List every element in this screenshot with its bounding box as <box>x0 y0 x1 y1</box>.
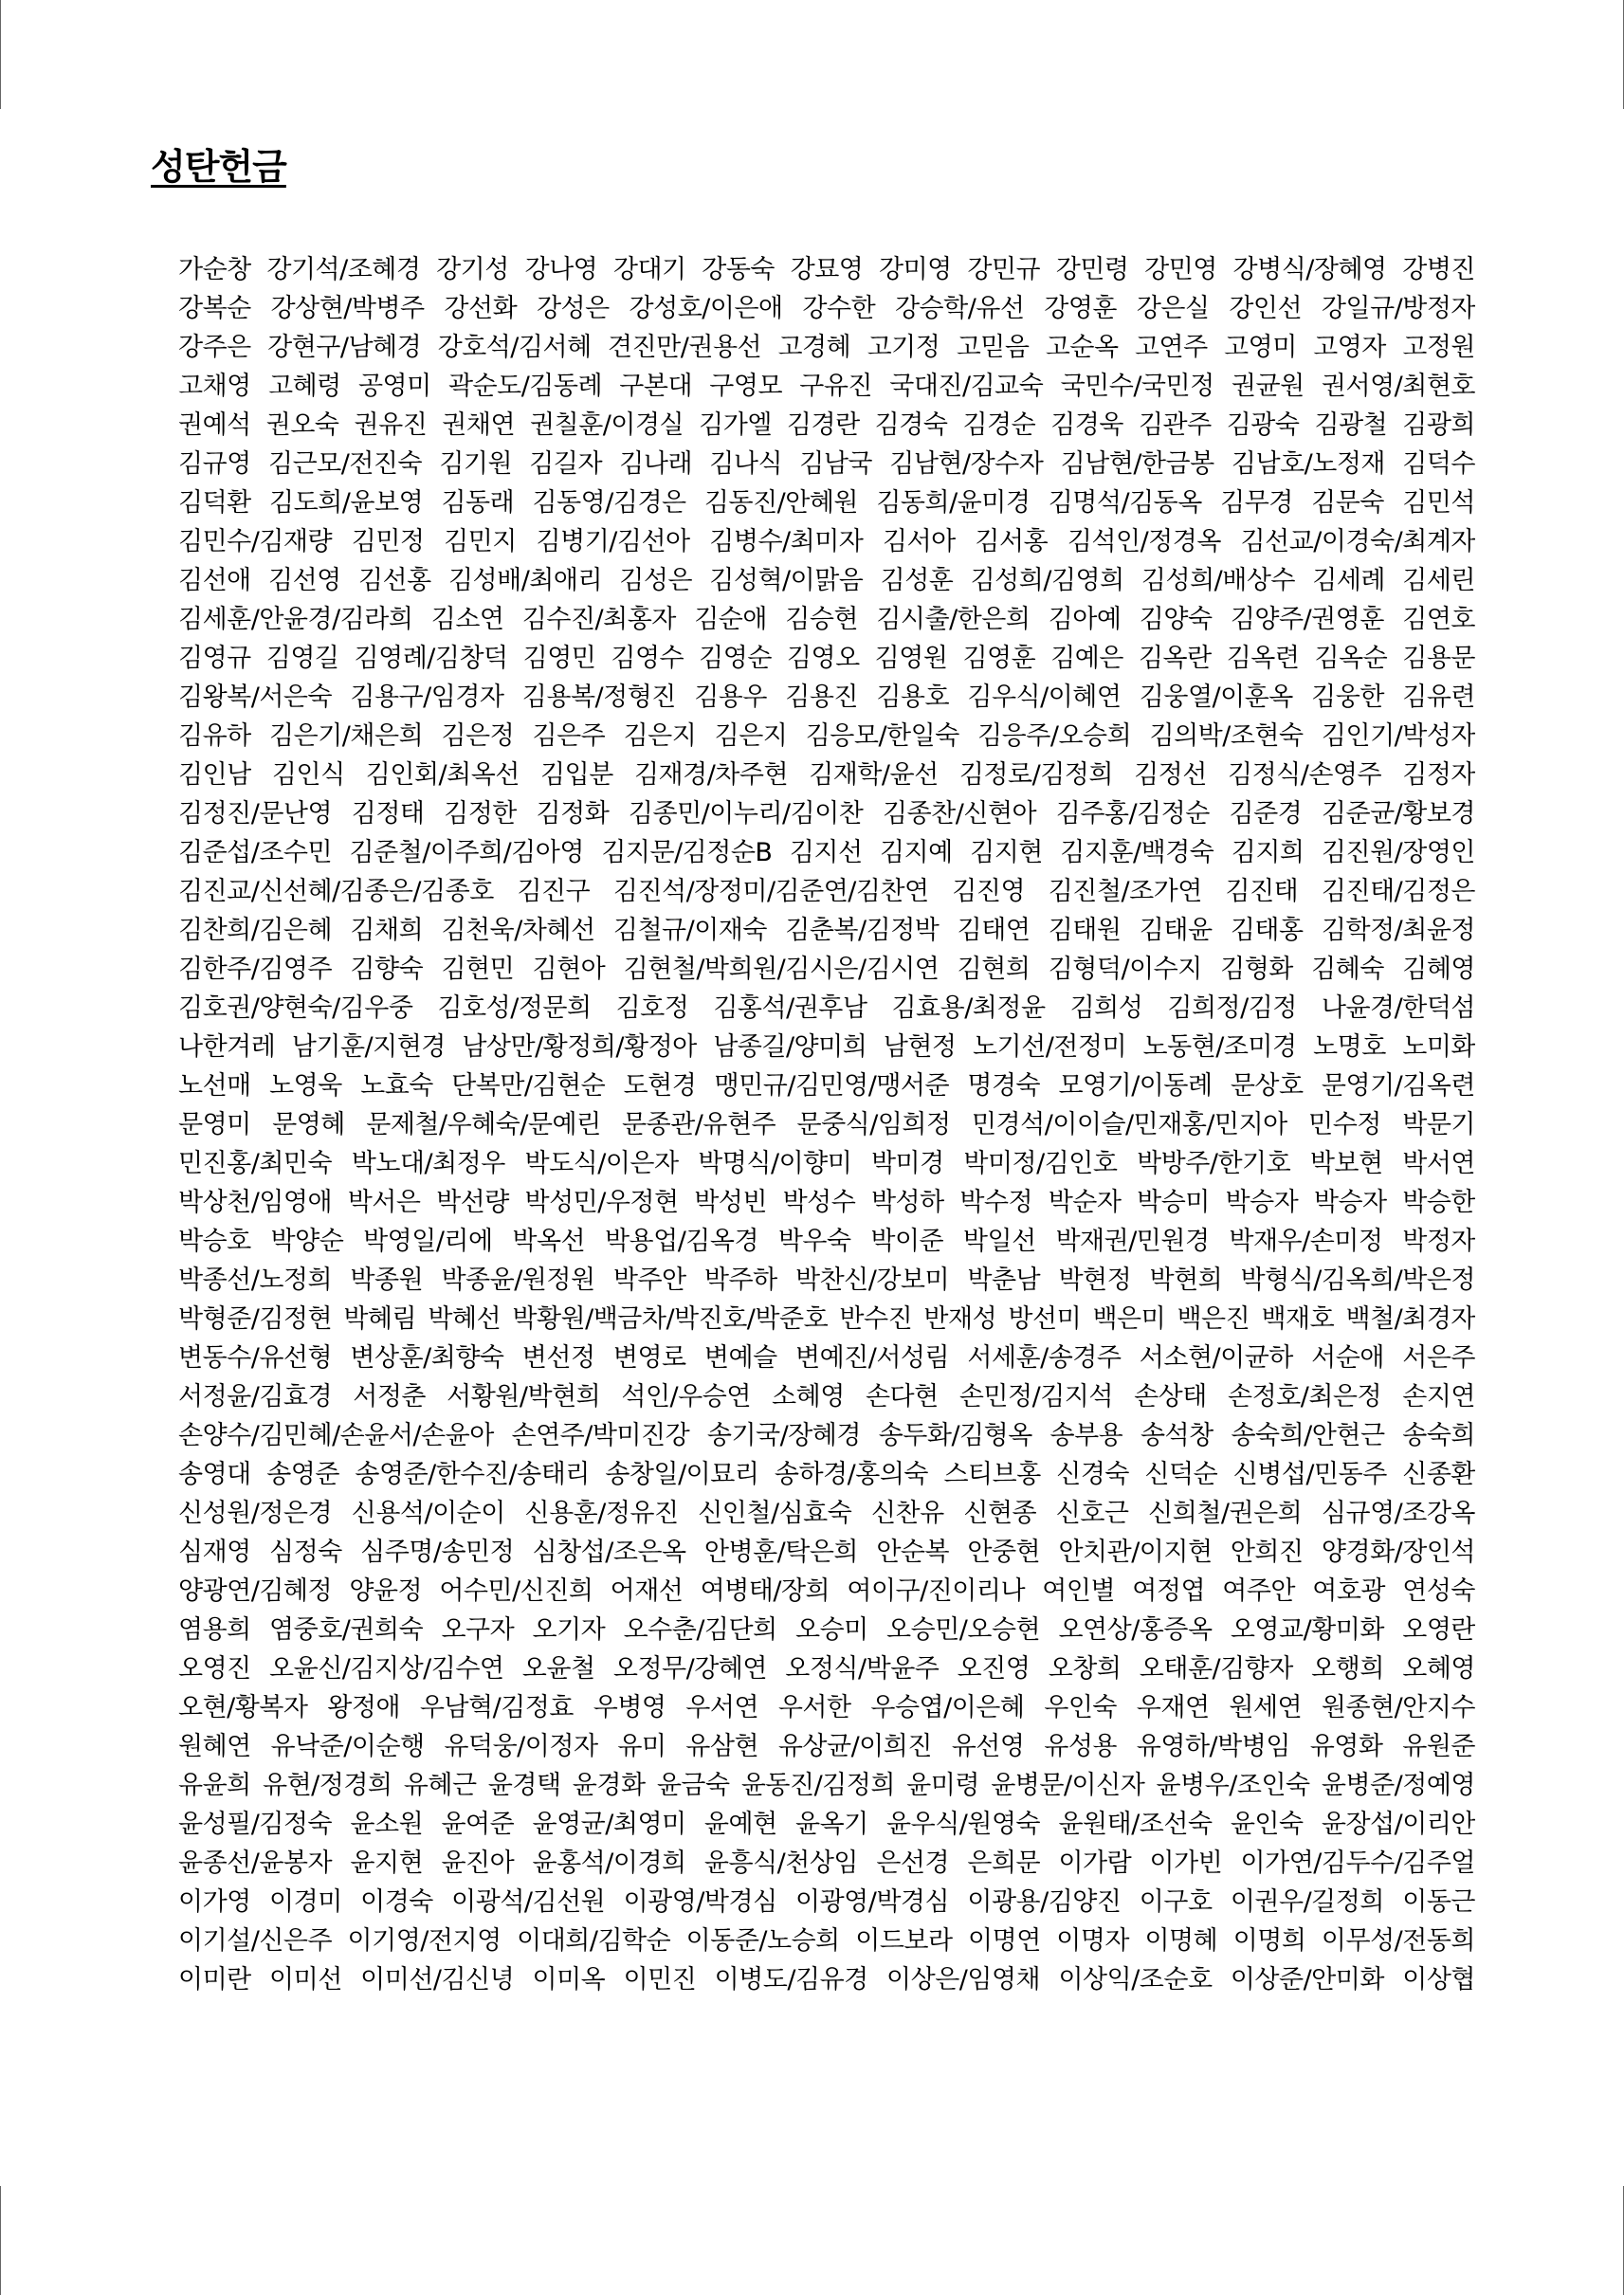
name-line: 염용희 염중호/권희숙 오구자 오기자 오수춘/김단희 오승미 오승민/오승현 오연상/홍증옥 오영교/황미화 오영란 <box>178 1615 1475 1645</box>
name-line: 김선애 김선영 김선홍 김성배/최애리 김성은 김성혁/이맑음 김성훈 김성희/김영희 김성희/배상수 김세례 김세린 <box>178 566 1475 595</box>
name-line: 김규영 김근모/전진숙 김기원 김길자 김나래 김나식 김남국 김남현/장수자 김남현/한금봉 김남호/노정재 김덕수 <box>178 449 1475 479</box>
name-line: 서정윤/김효경 서정춘 서황원/박현희 석인/우승연 소혜영 손다현 손민정/김지석 손상태 손정호/최은정 손지연 <box>178 1382 1475 1412</box>
name-line: 김정진/문난영 김정태 김정한 김정화 김종민/이누리/김이찬 김종찬/신현아 김주홍/김정순 김준경 김준균/황보경 <box>178 799 1475 829</box>
name-line: 김준섭/조수민 김준철/이주희/김아영 김지문/김정순B 김지선 김지예 김지현 김지훈/백경숙 김지희 김진원/장영인 <box>178 838 1475 867</box>
crop-mark-top-left <box>0 0 1 109</box>
name-line: 송영대 송영준 송영준/한수진/송태리 송창일/이묘리 송하경/홍의숙 스티브홍 신경숙 신덕순 신병섭/민동주 신종환 <box>178 1460 1475 1489</box>
name-line: 양광연/김혜정 양윤정 어수민/신진희 어재선 여병태/장희 여이구/진이리나 여인별 여정엽 여주안 여호광 연성숙 <box>178 1576 1475 1606</box>
name-line: 김호권/양현숙/김우중 김호성/정문희 김호정 김홍석/권후남 김효용/최정윤 김희성 김희정/김정 나윤경/한덕섬 <box>178 993 1475 1023</box>
name-line: 김인남 김인식 김인회/최옥선 김입분 김재경/차주현 김재학/윤선 김정로/김정희 김정선 김정식/손영주 김정자 <box>178 760 1475 790</box>
name-line: 변동수/유선형 변상훈/최향숙 변선정 변영로 변예슬 변예진/서성림 서세훈/송경주 서소현/이균하 서순애 서은주 <box>178 1343 1475 1373</box>
name-line: 민진홍/최민숙 박노대/최정우 박도식/이은자 박명식/이향미 박미경 박미정/김인호 박방주/한기호 박보현 박서연 <box>178 1149 1475 1178</box>
name-line: 김한주/김영주 김향숙 김현민 김현아 김현철/박희원/김시은/김시연 김현희 김형덕/이수지 김형화 김혜숙 김혜영 <box>178 955 1475 984</box>
name-line: 심재영 심정숙 심주명/송민정 심창섭/조은옥 안병훈/탁은희 안순복 안중현 안치관/이지현 안희진 양경화/장인석 <box>178 1538 1475 1567</box>
name-line: 김세훈/안윤경/김라희 김소연 김수진/최홍자 김순애 김승현 김시출/한은희 김아예 김양숙 김양주/권영훈 김연호 <box>178 605 1475 634</box>
name-line: 신성원/정은경 신용석/이순이 신용훈/정유진 신인철/심효숙 신찬유 신현종 신호근 신희철/권은희 심규영/조강옥 <box>178 1499 1475 1528</box>
name-line: 박승호 박양순 박영일/리에 박옥선 박용업/김옥경 박우숙 박이준 박일선 박재권/민원경 박재우/손미정 박정자 <box>178 1227 1475 1256</box>
donor-name-list <box>178 250 1475 1999</box>
name-line: 원혜연 유낙준/이순행 유덕웅/이정자 유미 유삼현 유상균/이희진 유선영 유성용 유영하/박병임 유영화 유원준 <box>178 1732 1475 1761</box>
name-line: 김진교/신선혜/김종은/김종호 김진구 김진석/장정미/김준연/김찬연 김진영 김진철/조가연 김진태 김진태/김정은 <box>178 877 1475 906</box>
name-line: 유윤희 유현/정경희 유혜근 윤경택 윤경화 윤금숙 윤동진/김정희 윤미령 윤병문/이신자 윤병우/조인숙 윤병준/정예영 <box>178 1771 1475 1800</box>
name-line: 나한겨레 남기훈/지현경 남상만/황정희/황정아 남종길/양미희 남현정 노기선/전정미 노동현/조미경 노명호 노미화 <box>178 1032 1475 1062</box>
name-line: 손양수/김민혜/손윤서/손윤아 손연주/박미진강 송기국/장혜경 송두화/김형옥 송부용 송석창 송숙희/안현근 송숙희 <box>178 1421 1475 1450</box>
name-line: 이기설/신은주 이기영/전지영 이대희/김학순 이동준/노승희 이드보라 이명연 이명자 이명혜 이명희 이무성/전동희 <box>178 1926 1475 1956</box>
name-line: 고채영 고혜령 공영미 곽순도/김동례 구본대 구영모 구유진 국대진/김교숙 국민수/국민정 권균원 권서영/최현호 <box>178 372 1475 401</box>
name-line: 박종선/노정희 박종원 박종윤/원정원 박주안 박주하 박찬신/강보미 박춘남 박현정 박현희 박형식/김옥희/박은정 <box>178 1266 1475 1295</box>
name-line: 가순창 강기석/조혜경 강기성 강나영 강대기 강동숙 강묘영 강미영 강민규 강민령 강민영 강병식/장혜영 강병진 <box>178 255 1475 284</box>
name-line: 강복순 강상현/박병주 강선화 강성은 강성호/이은애 강수한 강승학/유선 강영훈 강은실 강인선 강일규/방정자 <box>178 294 1475 323</box>
name-line: 이가영 이경미 이경숙 이광석/김선원 이광영/박경심 이광영/박경심 이광용/김양진 이구호 이권우/길정희 이동근 <box>178 1887 1475 1917</box>
name-line: 김민수/김재량 김민정 김민지 김병기/김선아 김병수/최미자 김서아 김서홍 김석인/정경옥 김선교/이경숙/최계자 <box>178 527 1475 556</box>
name-line: 오영진 오윤신/김지상/김수연 오윤철 오정무/강혜연 오정식/박윤주 오진영 오창희 오태훈/김향자 오행희 오혜영 <box>178 1654 1475 1684</box>
crop-mark-bottom-left <box>0 2186 1 2295</box>
name-line: 권예석 권오숙 권유진 권채연 권칠훈/이경실 김가엘 김경란 김경숙 김경순 김경욱 김관주 김광숙 김광철 김광희 <box>178 410 1475 440</box>
page-title: 성탄헌금 <box>151 146 286 188</box>
name-line: 박형준/김정현 박혜림 박혜선 박황원/백금차/박진호/박준호 반수진 반재성 방선미 백은미 백은진 백재호 백철/최경자 <box>178 1304 1475 1334</box>
name-line: 오현/황복자 왕정애 우남혁/김정효 우병영 우서연 우서한 우승엽/이은혜 우인숙 우재연 원세연 원종현/안지수 <box>178 1693 1475 1722</box>
name-line: 김유하 김은기/채은희 김은정 김은주 김은지 김은지 김응모/한일숙 김응주/오승희 김의박/조현숙 김인기/박성자 <box>178 721 1475 751</box>
name-line: 윤성필/김정숙 윤소원 윤여준 윤영균/최영미 윤예현 윤옥기 윤우식/원영숙 윤원태/조선숙 윤인숙 윤장섭/이리안 <box>178 1810 1475 1839</box>
name-line: 김덕환 김도희/윤보영 김동래 김동영/김경은 김동진/안혜원 김동희/윤미경 김명석/김동옥 김무경 김문숙 김민석 <box>178 488 1475 518</box>
name-line: 윤종선/윤봉자 윤지현 윤진아 윤홍석/이경희 윤흥식/천상임 은선경 은희문 이가람 이가빈 이가연/김두수/김주얼 <box>178 1849 1475 1878</box>
name-line: 문영미 문영혜 문제철/우혜숙/문예린 문종관/유현주 문중식/임희정 민경석/이이슬/민재홍/민지아 민수정 박문기 <box>178 1110 1475 1139</box>
name-line: 강주은 강현구/남혜경 강호석/김서혜 견진만/권용선 고경혜 고기정 고믿음 고순옥 고연주 고영미 고영자 고정원 <box>178 333 1475 362</box>
name-line: 이미란 이미선 이미선/김신녕 이미옥 이민진 이병도/김유경 이상은/임영채 이상익/조순호 이상준/안미화 이상협 <box>178 1965 1475 1994</box>
name-line: 김왕복/서은숙 김용구/임경자 김용복/정형진 김용우 김용진 김용호 김우식/이혜연 김웅열/이훈옥 김웅한 김유련 <box>178 683 1475 712</box>
name-line: 노선매 노영욱 노효숙 단복만/김현순 도현경 맹민규/김민영/맹서준 명경숙 모영기/이동례 문상호 문영기/김옥련 <box>178 1071 1475 1101</box>
name-line: 김찬희/김은혜 김채희 김천욱/차혜선 김철규/이재숙 김춘복/김정박 김태연 김태원 김태윤 김태홍 김학정/최윤정 <box>178 916 1475 945</box>
name-line: 김영규 김영길 김영례/김창덕 김영민 김영수 김영순 김영오 김영원 김영훈 김예은 김옥란 김옥련 김옥순 김용문 <box>178 644 1475 673</box>
name-line: 박상천/임영애 박서은 박선량 박성민/우정현 박성빈 박성수 박성하 박수정 박순자 박승미 박승자 박승자 박승한 <box>178 1188 1475 1217</box>
